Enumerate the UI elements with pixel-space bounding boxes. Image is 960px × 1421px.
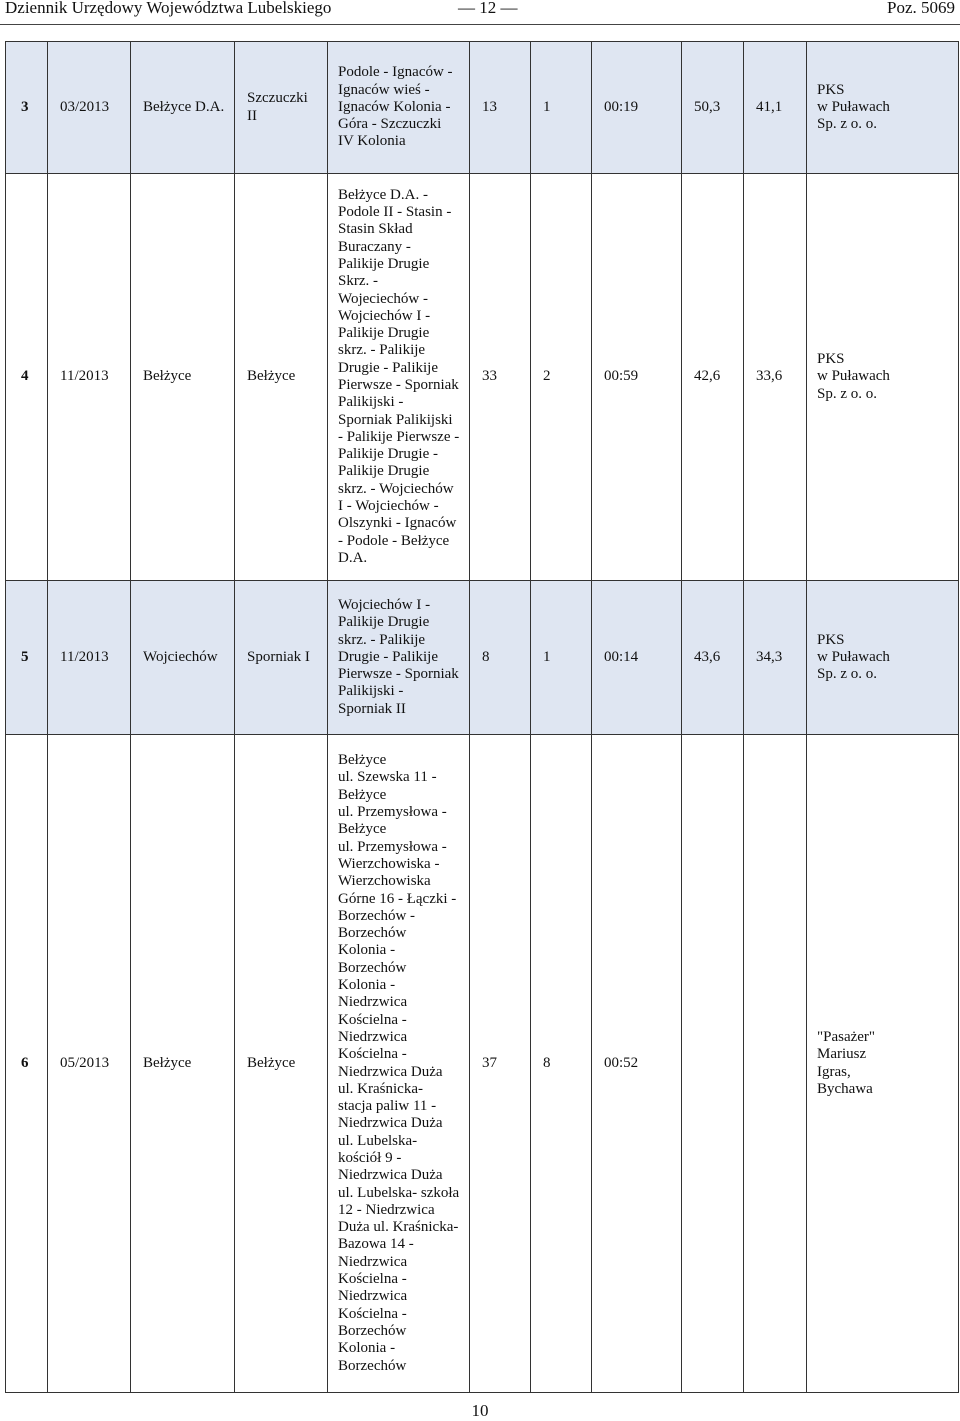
time-cell — [592, 174, 682, 581]
time-cell-text: 00:52 — [604, 1054, 639, 1071]
journal-title: Dziennik Urzędowy Województwa Lubelskiego — [5, 0, 332, 17]
row-number-text: 5 — [21, 648, 29, 665]
routes-table — [5, 41, 959, 1393]
operator-cell-text: PKS w Puławach Sp. z o. o. — [817, 351, 890, 402]
km-cell — [470, 174, 531, 581]
value2-cell — [744, 581, 807, 735]
km-cell-text: 8 — [482, 648, 490, 665]
value1-cell-text: 50,3 — [694, 98, 721, 115]
km-cell — [470, 581, 531, 735]
stops-cell — [531, 735, 592, 1393]
header-rule — [0, 24, 960, 25]
value1-cell — [682, 174, 744, 581]
route-cell-text: Podole - Ignaców - Ignaców wieś - Ignaców Kolonia - Góra - Szczuczki IV Kolonia — [338, 64, 453, 150]
to-cell — [235, 174, 328, 581]
value1-cell — [682, 42, 744, 174]
stops-cell — [531, 174, 592, 581]
to-cell-text: Bełżyce — [247, 368, 296, 385]
from-cell — [131, 735, 235, 1393]
value1-cell-text: 43,6 — [694, 648, 721, 665]
from-cell-text: Bełżyce D.A. — [143, 98, 225, 115]
from-cell — [131, 42, 235, 174]
value2-cell — [744, 42, 807, 174]
stops-cell-text: 1 — [543, 98, 551, 115]
from-cell-text: Bełżyce — [143, 368, 192, 385]
time-cell — [592, 42, 682, 174]
date-cell-text: 11/2013 — [60, 368, 109, 385]
footer-page-number: 10 — [471, 1401, 489, 1420]
date-cell — [48, 735, 131, 1393]
route-cell-text: Wojciechów I - Palikije Drugie skrz. - Palikije Drugie - Palikije Pierwsze - Sporniak Palikijski - Sporniak II — [338, 596, 459, 717]
stops-cell — [531, 581, 592, 735]
date-cell-text: 05/2013 — [60, 1054, 110, 1071]
row-number — [6, 174, 48, 581]
table-row — [6, 174, 959, 581]
value1-cell — [682, 581, 744, 735]
value2-cell — [744, 174, 807, 581]
row-number-text: 4 — [21, 368, 29, 385]
to-cell — [235, 581, 328, 735]
km-cell-text: 33 — [482, 368, 497, 385]
route-cell — [328, 174, 470, 581]
route-cell — [328, 735, 470, 1393]
route-cell — [328, 42, 470, 174]
table-row — [6, 581, 959, 735]
from-cell-text: Wojciechów — [143, 648, 218, 665]
stops-cell — [531, 42, 592, 174]
date-cell — [48, 42, 131, 174]
time-cell — [592, 581, 682, 735]
time-cell-text: 00:14 — [604, 648, 639, 665]
time-cell-text: 00:19 — [604, 98, 639, 115]
operator-cell-text: PKS w Puławach Sp. z o. o. — [817, 81, 890, 133]
to-cell-text: Szczuczki II — [247, 90, 308, 124]
operator-cell — [807, 42, 959, 174]
route-cell-text: Bełżyce D.A. - Podole II - Stasin - Stasin Skład Buraczany - Palikije Drugie Skrz. - Wojeciechów - Wojciechów I - Palikije Drugie skrz. - Palikije Drugie - Palikije Pierwsze - Sporniak Palikijski - Sporniak Palikijski - Palikije Pierwsze - Palikije Drugie - Palikije Drugie skrz. - Wojciechów I - Wojciechów - Olszynki - Ignaców - Podole - Bełżyce D.A. — [338, 186, 460, 566]
stops-cell-text: 2 — [543, 368, 551, 385]
route-cell — [328, 581, 470, 735]
table-row — [6, 42, 959, 174]
from-cell — [131, 174, 235, 581]
value2-cell — [744, 735, 807, 1393]
row-number — [6, 42, 48, 174]
km-cell-text: 13 — [482, 98, 497, 115]
km-cell-text: 37 — [482, 1054, 497, 1071]
row-number — [6, 735, 48, 1393]
value1-cell-text: 42,6 — [694, 368, 721, 385]
stops-cell-text: 1 — [543, 648, 551, 665]
operator-cell-text: "Pasażer" Mariusz Igras, Bychawa — [817, 1028, 876, 1097]
table-row — [6, 735, 959, 1393]
to-cell — [235, 735, 328, 1393]
operator-cell — [807, 174, 959, 581]
to-cell — [235, 42, 328, 174]
row-number — [6, 581, 48, 735]
date-cell-text: 11/2013 — [60, 648, 109, 665]
value2-cell-text: 33,6 — [756, 368, 783, 385]
page-footer — [0, 1401, 960, 1421]
position-number: Poz. 5069 — [887, 0, 955, 17]
operator-cell — [807, 735, 959, 1393]
to-cell-text: Bełżyce — [247, 1054, 296, 1071]
operator-cell-text: PKS w Puławach Sp. z o. o. — [817, 631, 890, 683]
value2-cell-text: 34,3 — [756, 648, 783, 665]
from-cell-text: Bełżyce — [143, 1054, 192, 1071]
row-number-text: 3 — [21, 98, 29, 115]
value2-cell-text: 41,1 — [756, 98, 783, 115]
row-number-text: 6 — [21, 1054, 29, 1071]
date-cell — [48, 581, 131, 735]
time-cell — [592, 735, 682, 1393]
date-cell-text: 03/2013 — [60, 98, 110, 115]
time-cell-text: 00:59 — [604, 368, 639, 385]
operator-cell — [807, 581, 959, 735]
value1-cell — [682, 735, 744, 1393]
from-cell — [131, 581, 235, 735]
date-cell — [48, 174, 131, 581]
stops-cell-text: 8 — [543, 1054, 551, 1071]
km-cell — [470, 735, 531, 1393]
page-number-header: — 12 — — [458, 0, 518, 17]
to-cell-text: Sporniak I — [247, 648, 310, 665]
route-cell-text: Bełżyce ul. Szewska 11 - Bełżyce ul. Przemysłowa - Bełżyce ul. Przemysłowa - Wierzchowiska - Wierzchowiska Górne 16 - Łączki - Borzechów - Borzechów Kolonia - Borzechów Kolonia - Niedrzwica Kościelna - Niedrzwica Kościelna - Niedrzwica Duża ul. Kraśnicka- stacja paliw 11 - Niedrzwica Duża ul. Lubelska- kościół 9 - Niedrzwica Duża ul. Lubelska- szkoła 12 - Niedrzwica Duża ul. Kraśnicka- Bazowa 14 - Niedrzwica Kościelna - Niedrzwica Kościelna - Borzechów Kolonia - Borzechów — [338, 752, 460, 1374]
km-cell — [470, 42, 531, 174]
page-header — [0, 0, 960, 24]
